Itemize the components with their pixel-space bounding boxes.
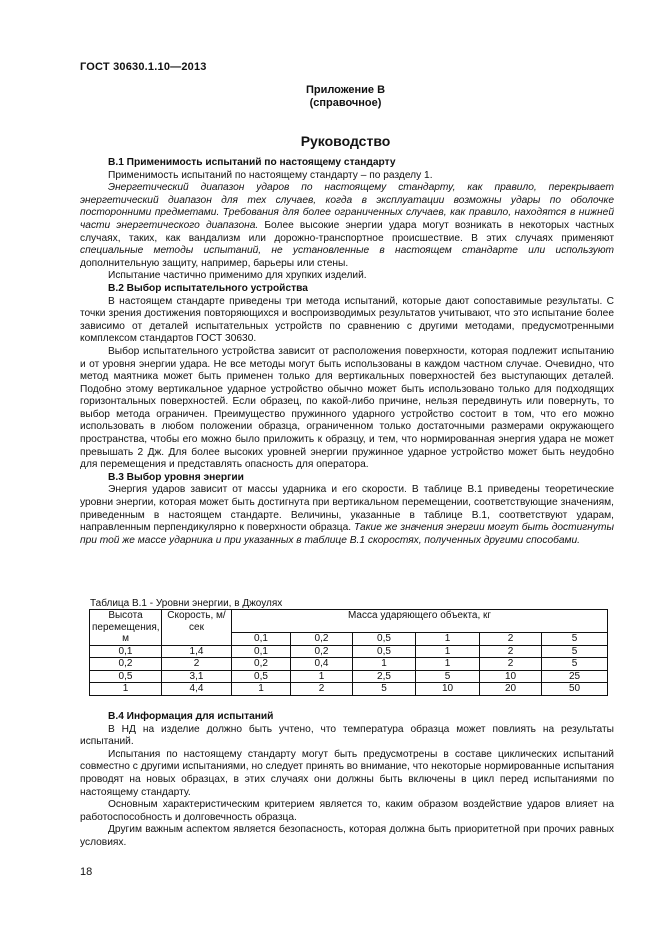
energy-cell: 1: [353, 658, 416, 671]
paragraph: [80, 182, 614, 270]
annex-type: (справочное): [309, 97, 382, 109]
energy-cell: 2,5: [353, 670, 416, 683]
section-heading-b2: В.2 Выбор испытательного устройства: [108, 282, 308, 294]
mass-value-header: 0,2: [291, 633, 353, 646]
page-title: Руководство: [300, 133, 391, 149]
energy-cell: 20: [480, 683, 542, 696]
energy-cell: 1: [416, 658, 480, 671]
column-header-speed: Скорость, м/сек: [162, 610, 232, 646]
mass-value-header: 2: [480, 633, 542, 646]
energy-cell: 0,5: [353, 645, 416, 658]
energy-cell: 2: [480, 645, 542, 658]
mass-value-header: 1: [416, 633, 480, 646]
energy-cell: 0,4: [291, 658, 353, 671]
energy-cell: 2: [480, 658, 542, 671]
paragraph: Другим важным аспектом является безопасность, которая должна быть приоритетной при прочих равных условиях.: [80, 824, 614, 848]
energy-cell: 0,5: [232, 670, 291, 683]
energy-cell: 1: [291, 670, 353, 683]
height-cell: 1: [90, 683, 162, 696]
speed-cell: 1,4: [162, 645, 232, 658]
italic-text: Такие же значения энергии могут быть достигнуты при той же массе ударника и при указанных в таблице В.1 скоростях, полученных другими способами.: [80, 522, 614, 546]
speed-cell: 3,1: [162, 670, 232, 683]
paragraph: Испытания по настоящему стандарту могут быть предусмотрены в составе циклических испытаний совместно с другими испытаниями, но следует принять во внимание, что некоторые нормированные испытания проводят на новых образцах, в этих случаях они должны быть включены в цикл перед испытаниями по настоящему стандарту.: [80, 748, 614, 798]
table-header-row: [90, 610, 608, 633]
section-heading-b4: В.4 Информация для испытаний: [108, 711, 274, 722]
paragraph: Испытание частично применимо для хрупких изделий.: [108, 270, 367, 282]
energy-levels-table: [89, 609, 608, 696]
energy-cell: 5: [416, 670, 480, 683]
normal-text: Энергия ударов зависит от массы ударника и его скорости. В таблице В.1 приведены теоретические уровни энергии, которая может быть достигнута при вертикальном перемещении, соответствующие значениям, приведенным в настоящем стандарте. Величины, указанные в таблице В.1, соответствуют ударам, направленным перпендикулярно к поверхности образца.: [80, 484, 614, 534]
energy-cell: 25: [542, 670, 608, 683]
energy-cell: 0,2: [232, 658, 291, 671]
paragraph: Основным характеристическим критерием является то, каким образом воздействие ударов влияет на работоспособность и долговечность образца.: [80, 799, 614, 823]
table-row: [90, 683, 608, 696]
speed-cell: 4,4: [162, 683, 232, 696]
paragraph: В настоящем стандарте приведены три метода испытаний, которые дают сопоставимые результаты. С точки зрения достижения повторяющихся и воспроизводимых результатов учитывают, что это испытание более зависимо от деталей испытательных устройств по сравнению с другими методами, предусмотренными комплексом стандартов ГОСТ 30630.: [80, 295, 614, 345]
body-text-lower: [80, 711, 614, 850]
page-number: 18: [80, 866, 93, 878]
column-header-mass: Масса ударяющего объекта, кг: [232, 610, 608, 633]
annex-label: Приложение В: [305, 84, 386, 96]
energy-cell: 5: [353, 683, 416, 696]
normal-text: дополнительную защиту, например, барьеры или стены.: [80, 257, 349, 269]
energy-cell: 0,1: [232, 645, 291, 658]
height-cell: 0,5: [90, 670, 162, 683]
height-cell: 0,1: [90, 645, 162, 658]
energy-cell: 1: [416, 645, 480, 658]
document-code: ГОСТ 30630.1.10—2013: [80, 61, 207, 73]
energy-cell: 50: [542, 683, 608, 696]
mass-value-header: 0,5: [353, 633, 416, 646]
paragraph: Применимость испытаний по настоящему стандарту – по разделу 1.: [108, 169, 433, 181]
paragraph: [80, 484, 614, 547]
italic-text: Энергетический диапазон ударов по настоящему стандарту, как правило, перекрывает энергетический диапазон для тех случаев, когда в эксплуатации возможны удары по оболочке посторонними предметами. Требования для более ограниченных случаев, как правило, находятся в нижней части энергетического диапазона.: [80, 182, 614, 231]
table-caption: Таблица В.1 - Уровни энергии, в Джоулях: [90, 598, 283, 609]
energy-cell: 5: [542, 645, 608, 658]
table-row: [90, 658, 608, 671]
section-heading-b1: В.1 Применимость испытаний по настоящему стандарту: [108, 157, 396, 168]
table-row: [90, 670, 608, 683]
energy-cell: 2: [291, 683, 353, 696]
paragraph: В НД на изделие должно быть учтено, что температура образца может повлиять на результаты испытаний.: [80, 723, 614, 748]
mass-value-header: 5: [542, 633, 608, 646]
column-header-height: Высота перемещения, м: [90, 610, 162, 646]
energy-cell: 1: [232, 683, 291, 696]
height-cell: 0,2: [90, 658, 162, 671]
speed-cell: 2: [162, 658, 232, 671]
mass-value-header: 0,1: [232, 633, 291, 646]
body-text-upper: [80, 157, 614, 547]
energy-cell: 5: [542, 658, 608, 671]
energy-cell: 10: [416, 683, 480, 696]
section-heading-b3: В.3 Выбор уровня энергии: [108, 471, 244, 483]
energy-cell: 10: [480, 670, 542, 683]
italic-text: специальные методы испытаний, не установленные в настоящем стандарте или используют: [80, 245, 614, 257]
normal-text: Более высокие энергии удара могут возникать в некоторых частных случаях, таких, как вандализм или дорожно-транспортное происшествие. В этих случаях применяют: [80, 219, 614, 244]
table-row: [90, 645, 608, 658]
paragraph: Выбор испытательного устройства зависит от расположения поверхности, которая подлежит испытанию и от уровня энергии удара. Не все методы могут быть использованы в каждом частном случае. Очевидно, что метод маятника может быть применен только для вертикальных поверхностей без выступающих деталей. Подобно этому вертикальное ударное устройство обычно может быть использовано только для подходящих горизонтальных поверхностей. Если образец, по какой-либо причине, нельзя передвинуть или повернуть, то выбор метода ограничен. Преимущество пружинного ударного устройство состоит в том, что его можно использовать в любом положении образца, ограниченном только достаточными размерами окружающего пространства, чтобы его можно было приложить к образцу, и тем, что нормированная энергия удара не может превышать 2 Дж. Для более высоких уровней энергии пружинное ударное устройство может быть неудобно для перемещения и представлять опасность для оператора.: [80, 345, 614, 471]
energy-cell: 0,2: [291, 645, 353, 658]
